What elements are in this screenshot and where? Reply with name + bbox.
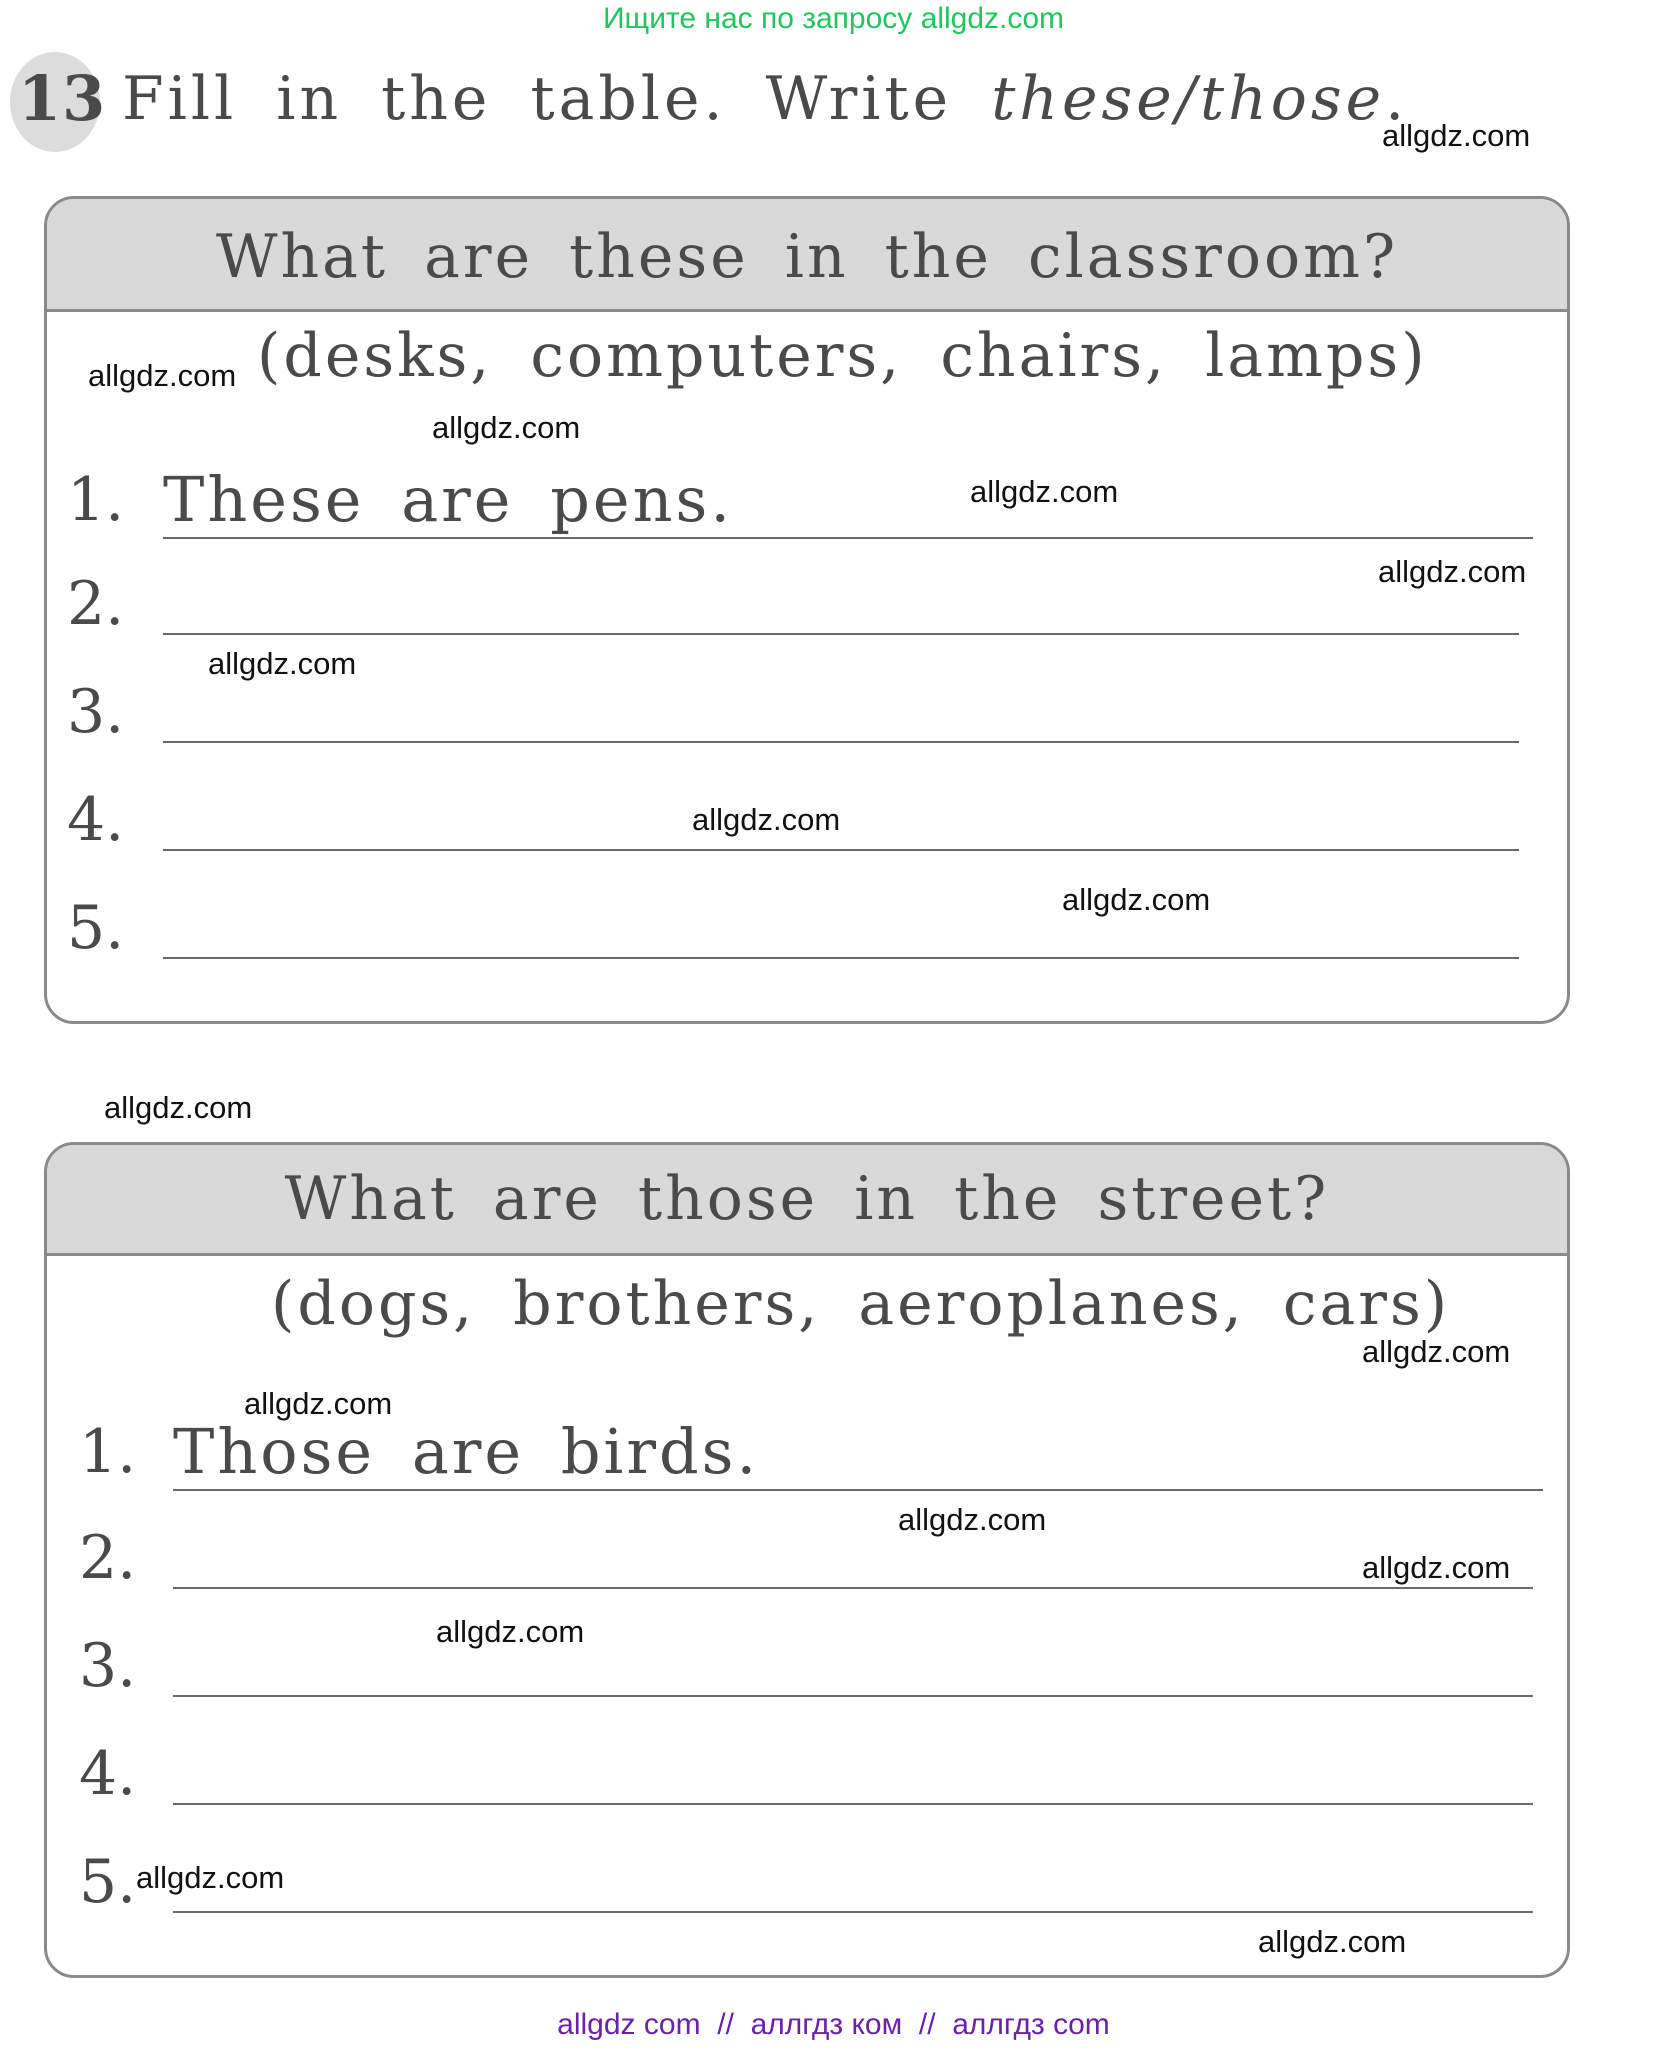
classroom-answer-line (163, 537, 1533, 539)
street-table (44, 1142, 1570, 1978)
watermark: allgdz.com (432, 410, 581, 445)
watermark: allgdz.com (1362, 1334, 1511, 1369)
street-row-number: 2. (79, 1523, 137, 1593)
classroom-row-number: 4. (67, 785, 125, 855)
street-row-answer[interactable]: Those are birds. (173, 1415, 760, 1488)
classroom-row-number: 2. (67, 569, 125, 639)
search-banner: Ищите нас по запросу allgdz.com (602, 2, 1065, 35)
street-table-heading: What are those in the street? (47, 1145, 1567, 1256)
classroom-table (44, 196, 1570, 1024)
street-row-number: 5. (79, 1847, 137, 1917)
classroom-word-bank: (desks, computers, chairs, lamps) (257, 321, 1428, 391)
exercise-instruction (122, 64, 1408, 134)
classroom-row-number: 1. (67, 465, 125, 535)
classroom-row-number: 5. (67, 893, 125, 963)
watermark: allgdz.com (970, 474, 1119, 509)
instruction-main: Fill in the table. Write (122, 64, 992, 134)
street-answer-line (173, 1587, 1533, 1589)
watermark: allgdz.com (436, 1614, 585, 1649)
watermark: allgdz.com (1362, 1550, 1511, 1585)
classroom-table-heading: What are these in the classroom? (47, 199, 1567, 312)
watermark: allgdz.com (104, 1090, 253, 1125)
watermark: allgdz.com (692, 802, 841, 837)
street-row-number: 4. (79, 1739, 137, 1809)
classroom-answer-line (163, 957, 1519, 959)
street-answer-line (173, 1695, 1533, 1697)
watermark: allgdz.com (136, 1860, 285, 1895)
watermark: allgdz.com (1378, 554, 1527, 589)
instruction-italic: these/those (991, 64, 1386, 134)
watermark: allgdz.com (898, 1502, 1047, 1537)
watermark: allgdz.com (244, 1386, 393, 1421)
watermark: allgdz.com (1382, 118, 1531, 153)
street-answer-line (173, 1911, 1533, 1913)
footer-watermark: allgdz com // аллгдз ком // аллгдз com (557, 2008, 1110, 2041)
watermark: allgdz.com (208, 646, 357, 681)
street-answer-line (173, 1803, 1533, 1805)
classroom-answer-line (163, 741, 1519, 743)
watermark: allgdz.com (1062, 882, 1211, 917)
classroom-row-answer[interactable]: These are pens. (163, 463, 734, 536)
exercise-number: 13 (18, 62, 107, 135)
classroom-answer-line (163, 849, 1519, 851)
street-answer-line (173, 1489, 1543, 1491)
street-row-number: 1. (79, 1417, 137, 1487)
street-word-bank: (dogs, brothers, aeroplanes, cars) (271, 1269, 1451, 1339)
classroom-answer-line (163, 633, 1519, 635)
street-row-number: 3. (79, 1631, 137, 1701)
instruction-end: . (1385, 64, 1409, 134)
watermark: allgdz.com (1258, 1924, 1407, 1959)
classroom-row-number: 3. (67, 677, 125, 747)
watermark: allgdz.com (88, 358, 237, 393)
